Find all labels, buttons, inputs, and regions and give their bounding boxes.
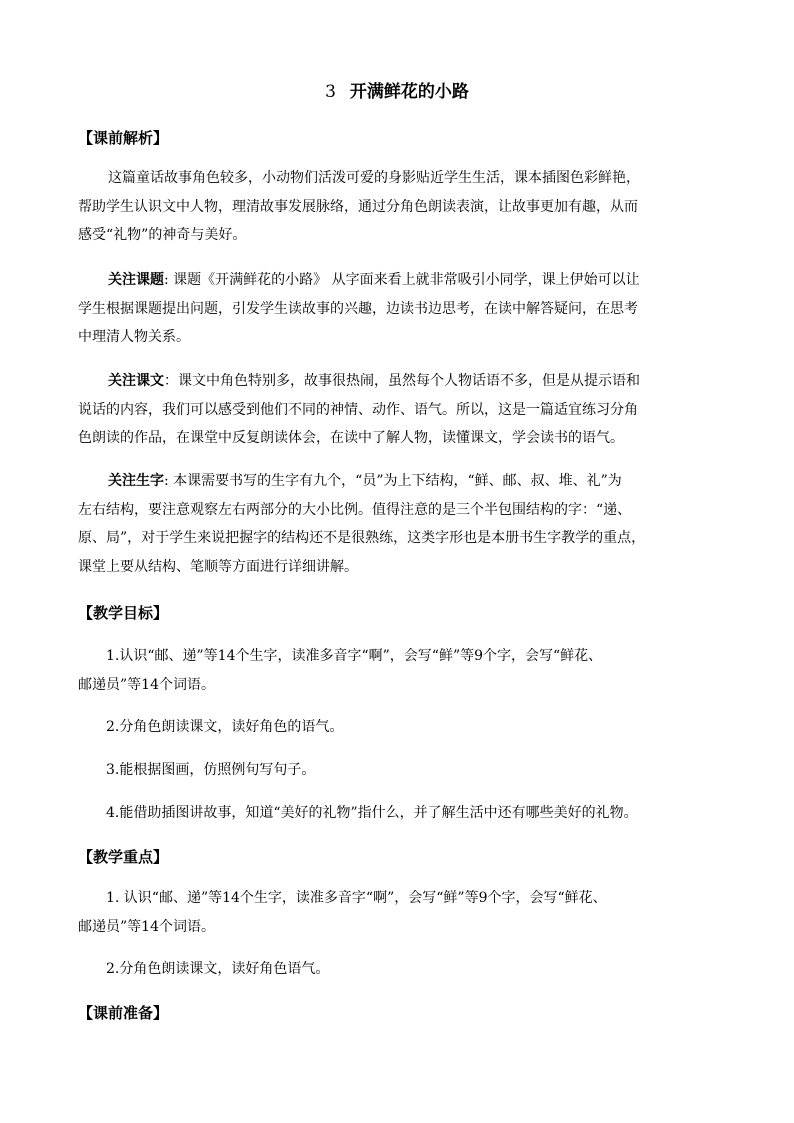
text-line: 说话的内容，我们可以感受到他们不同的神情、动作、语气。所以，这是一篇适宜练习分角 (78, 401, 638, 418)
text-line: 色朗读的作品，在课堂中反复朗读体会，在读中了解人物，读懂课文，学会读书的语气。 (78, 430, 624, 446)
focus-text-label: 关注课文 (108, 373, 164, 389)
focus-text-paragraph (78, 367, 728, 453)
key-point-1 (78, 884, 728, 941)
text-line: 学生根据课题提出问题，引发学生读故事的兴趣，边读书边思考，在读中解答疑问，在思考 (78, 300, 638, 317)
text-line: 感受“礼物”的神奇与美好。 (78, 227, 247, 243)
lesson-title: 开满鲜花的小路 (349, 82, 469, 102)
text-line: 原、局”，对于学生来说把握字的结构还不是很熟练，这类字形也是本册书生字教学的重点， (78, 530, 646, 546)
text-line: 邮递员”等14个词语。 (78, 918, 215, 935)
focus-title-paragraph (78, 266, 728, 352)
focus-title-label: 关注课题 (108, 272, 164, 288)
section-heading-key-points: 【教学重点】 (78, 848, 169, 866)
text-line: 4.能借助插图讲故事，知道“美好的礼物”指什么，并了解生活中还有哪些美好的礼物。 (106, 805, 638, 821)
text-line: 课堂上要从结构、笔顺等方面进行详细讲解。 (78, 558, 358, 575)
text-line: 1.认识“邮、递”等14个生字，读准多音字“啊”，会写“鲜”等9个字，会写“鲜花、 (106, 648, 603, 664)
focus-chars-paragraph (78, 467, 728, 581)
goal-3 (78, 756, 728, 785)
goal-1 (78, 642, 728, 699)
lesson-number: 3 (325, 82, 336, 102)
text-line: 2.分角色朗读课文，读好角色的语气。 (106, 719, 344, 735)
text-line: 帮助学生认识文中人物，理清故事发展脉络，通过分角色朗读表演，让故事更加有趣，从而 (78, 198, 638, 215)
text-line: 中理清人物关系。 (78, 329, 190, 345)
text-line (78, 467, 728, 496)
focus-text-text: ：课文中角色特别多，故事很热闹，虽然每个人物话语不多，但是从提示语和 (164, 373, 640, 389)
section-heading-goals: 【教学目标】 (78, 604, 169, 622)
text-line: 这篇童话故事角色较多，小动物们活泼可爱的身影贴近学生生活，课本插图色彩鲜艳， (108, 170, 640, 186)
section-heading-preparation: 【课前准备】 (78, 1004, 169, 1022)
text-line: 3.能根据图画，仿照例句写句子。 (106, 762, 316, 778)
focus-chars-text: : 本课需要书写的生字有九个，“员”为上下结构，“鲜、邮、叔、堆、礼”为 (164, 473, 622, 489)
text-line: 邮递员”等14个词语。 (78, 676, 215, 693)
page-title (0, 80, 794, 104)
analysis-paragraph (78, 164, 728, 250)
text-line (78, 266, 728, 295)
goal-2 (78, 713, 728, 742)
text-line (78, 367, 728, 396)
goal-4 (78, 799, 728, 828)
text-line: 2.分角色朗读课文，读好角色语气。 (106, 961, 330, 977)
focus-chars-label: 关注生字 (108, 473, 164, 489)
key-point-2 (78, 955, 728, 984)
text-line: 1. 认识“邮、递”等14个生字，读准多音字“啊”，会写“鲜”等9个字，会写“鲜花、 (106, 890, 607, 906)
focus-title-text: : 课题《开满鲜花的小路》 从字面来看上就非常吸引小同学，课上伊始可以让 (164, 272, 640, 288)
section-heading-analysis: 【课前解析】 (78, 129, 169, 147)
text-line: 左右结构，要注意观察左右两部分的大小比例。值得注意的是三个半包围结构的字：“递、 (78, 501, 632, 518)
